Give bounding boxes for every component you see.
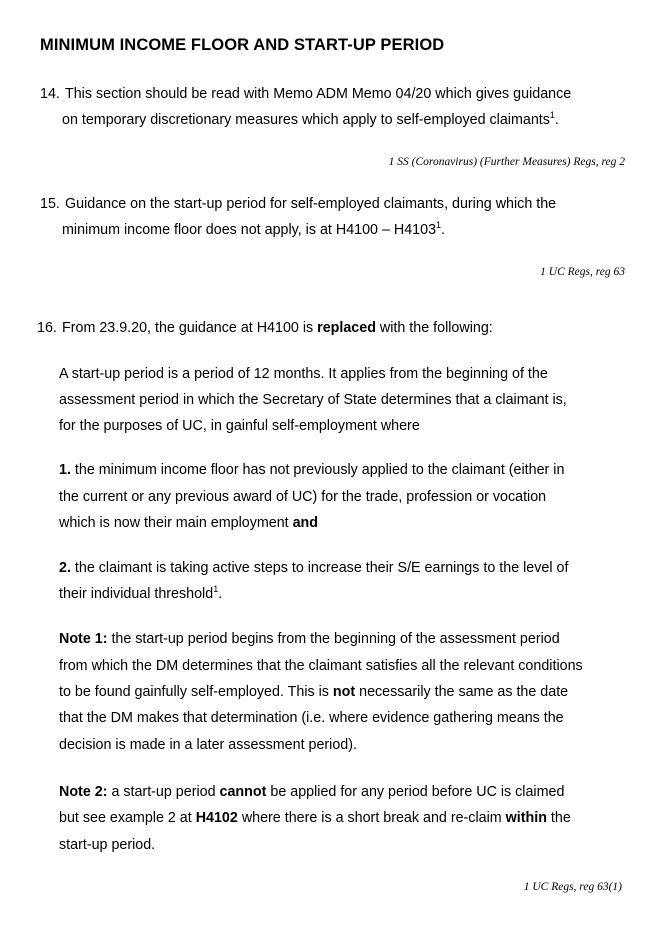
line-text: .	[218, 586, 223, 602]
item-label: 2.	[59, 560, 71, 576]
item-2-line	[59, 586, 222, 602]
line-text: the minimum income floor has not previously applied to the claimant (either in	[70, 462, 565, 478]
note-label: Note 1:	[59, 631, 108, 647]
line-text: but see example 2 at	[59, 810, 196, 826]
note-1-line	[59, 684, 568, 700]
bold-text: replaced	[317, 320, 376, 336]
footnote-reference: 1 UC Regs, reg 63	[540, 266, 625, 278]
line-text: From 23.9.20, the guidance at H4100 is	[62, 320, 318, 336]
note-2-line	[59, 784, 564, 800]
bold-text: cannot	[219, 784, 267, 800]
item-1-line	[59, 462, 564, 478]
line-text: which is now their main employment	[59, 515, 293, 531]
line-text: with the following:	[375, 320, 493, 336]
paragraph-line: Guidance on the start-up period for self-employed claimants, during which the	[65, 196, 557, 212]
line-text: .	[554, 112, 559, 128]
line-text: be applied for any period before UC is claimed	[266, 784, 565, 800]
note-1-line: decision is made in a later assessment period).	[59, 737, 357, 753]
line-text: on temporary discretionary measures which apply to self-employed claimants	[62, 112, 550, 128]
paragraph-number: 16.	[37, 320, 57, 336]
body-line: assessment period in which the Secretary of State determines that a claimant is,	[59, 392, 567, 408]
note-1-line: that the DM makes that determination (i.e. where evidence gathering means the	[59, 710, 564, 726]
note-1-line	[59, 631, 560, 647]
note-2-line	[59, 810, 571, 826]
footnote-marker: 1	[549, 110, 555, 121]
paragraph-number: 14.	[40, 86, 60, 102]
item-1-line	[59, 515, 318, 531]
footnote-reference: 1 SS (Coronavirus) (Further Measures) Regs, reg 2	[388, 156, 625, 168]
line-text: the claimant is taking active steps to increase their S/E earnings to the level of	[70, 560, 569, 576]
paragraph-line	[62, 222, 445, 238]
line-text: .	[441, 222, 446, 238]
bold-text: H4102	[195, 810, 238, 826]
body-line: A start-up period is a period of 12 months. It applies from the beginning of the	[59, 366, 548, 382]
paragraph-line	[62, 112, 559, 128]
paragraph-line	[62, 320, 493, 336]
footnote-marker: 1	[213, 584, 219, 595]
body-line: for the purposes of UC, in gainful self-employment where	[59, 418, 420, 434]
line-text: necessarily the same as the date	[355, 684, 569, 700]
page-title: MINIMUM INCOME FLOOR AND START-UP PERIOD	[40, 36, 445, 54]
item-2-line	[59, 560, 568, 576]
line-text: minimum income floor does not apply, is at H4100 – H4103	[62, 222, 437, 238]
line-text: the start-up period begins from the beginning of the assessment period	[107, 631, 560, 647]
bold-text: not	[332, 684, 356, 700]
paragraph-line: This section should be read with Memo ADM Memo 04/20 which gives guidance	[65, 86, 572, 102]
line-text: their individual threshold	[59, 586, 214, 602]
footnote-marker: 1	[436, 220, 442, 231]
line-text: where there is a short break and re-claim	[237, 810, 506, 826]
item-label: 1.	[59, 462, 71, 478]
bold-text: and	[292, 515, 319, 531]
note-1-line: from which the DM determines that the claimant satisfies all the relevant conditions	[59, 658, 583, 674]
line-text: the	[546, 810, 571, 826]
note-label: Note 2:	[59, 784, 108, 800]
line-text: to be found gainfully self-employed. This is	[59, 684, 333, 700]
item-1-line: the current or any previous award of UC) for the trade, profession or vocation	[59, 489, 547, 505]
footnote-reference: 1 UC Regs, reg 63(1)	[523, 881, 622, 893]
line-text: a start-up period	[107, 784, 220, 800]
note-2-line: start-up period.	[59, 837, 156, 853]
bold-text: within	[505, 810, 547, 826]
paragraph-number: 15.	[40, 196, 60, 212]
